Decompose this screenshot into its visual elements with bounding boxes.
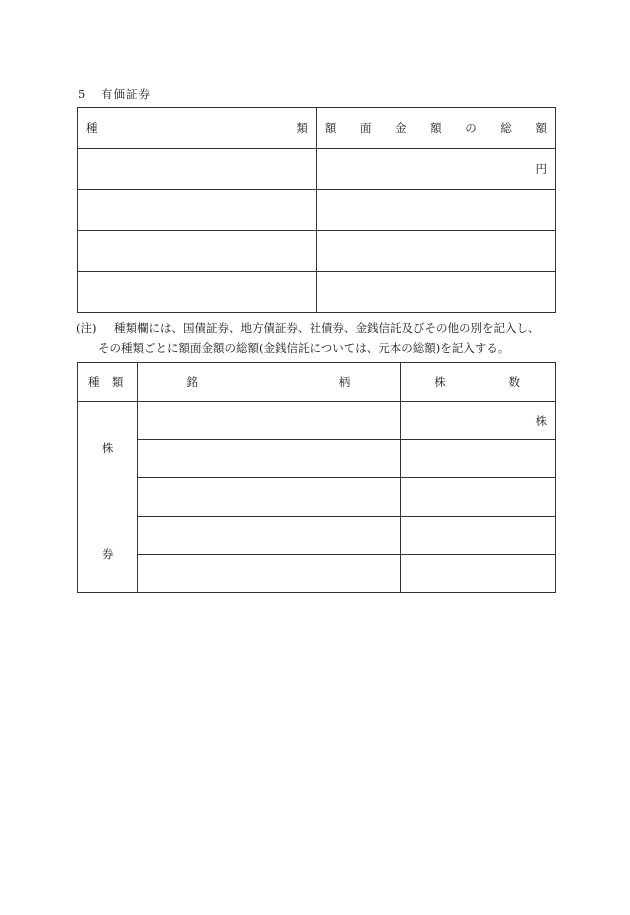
table-row [78,149,556,190]
table-header-row [78,363,556,402]
header-char: 類 [111,375,124,389]
kind-merged-cell [78,402,138,593]
section-number: 5 [78,87,87,101]
header-kind [78,363,138,402]
kind-char-top: 株 [101,441,114,455]
header-char: 総 [500,121,512,135]
section-title: 有価証券 [100,87,151,101]
table-row [78,554,556,592]
table-row [78,478,556,516]
header-char: 面 [359,121,372,135]
amount-cell[interactable] [316,231,555,272]
header-char: 株 [434,375,446,389]
shares-cell[interactable] [401,478,556,516]
shares-unit: 株 [535,413,547,428]
header-char: 額 [324,121,337,135]
securities-face-value-table [77,107,556,313]
table-row [78,440,556,478]
header-brand [138,363,401,402]
amount-cell[interactable] [316,272,555,313]
shares-cell[interactable] [401,516,556,554]
section-heading [78,86,151,102]
table-row [78,516,556,554]
header-char: 額 [535,121,547,135]
header-char: 種 [88,375,100,389]
shares-cell[interactable] [401,402,556,440]
brand-cell[interactable] [138,478,401,516]
kind-cell[interactable] [78,149,317,190]
table-row [78,272,556,313]
shares-cell[interactable] [401,554,556,592]
stock-certificates-table [77,362,556,593]
header-char: 額 [430,121,442,135]
header-kind [78,108,317,149]
header-shares [401,363,556,402]
yen-unit: 円 [535,162,547,176]
amount-cell[interactable] [316,190,555,231]
header-char: 数 [508,375,520,389]
brand-cell[interactable] [138,402,401,440]
header-char: 銘 [186,375,198,389]
table-row [78,190,556,231]
kind-char-bottom: 券 [101,547,114,561]
table-row [78,402,556,440]
kind-cell[interactable] [78,190,317,231]
header-char: の [465,121,477,135]
kind-cell[interactable] [78,272,317,313]
header-char: 金 [395,121,407,135]
header-char: 柄 [338,375,351,389]
brand-cell[interactable] [138,516,401,554]
brand-cell[interactable] [138,554,401,592]
note-line-1: 種類欄には、国債証券、地方債証券、社債券、金銭信託及びその他の別を記入し、 [114,321,540,335]
table-header-row [78,108,556,149]
header-face-total [316,108,555,149]
header-char: 種 [86,121,98,135]
shares-cell[interactable] [401,440,556,478]
table-row [78,231,556,272]
note-line-2: その種類ごとに額面金額の総額(金銭信託については、元本の総額)を記入する。 [98,341,510,355]
note-label: (注) [76,321,97,335]
kind-cell[interactable] [78,231,317,272]
footnote [76,318,566,358]
amount-cell[interactable] [316,149,555,190]
brand-cell[interactable] [138,440,401,478]
header-char: 類 [296,121,308,135]
